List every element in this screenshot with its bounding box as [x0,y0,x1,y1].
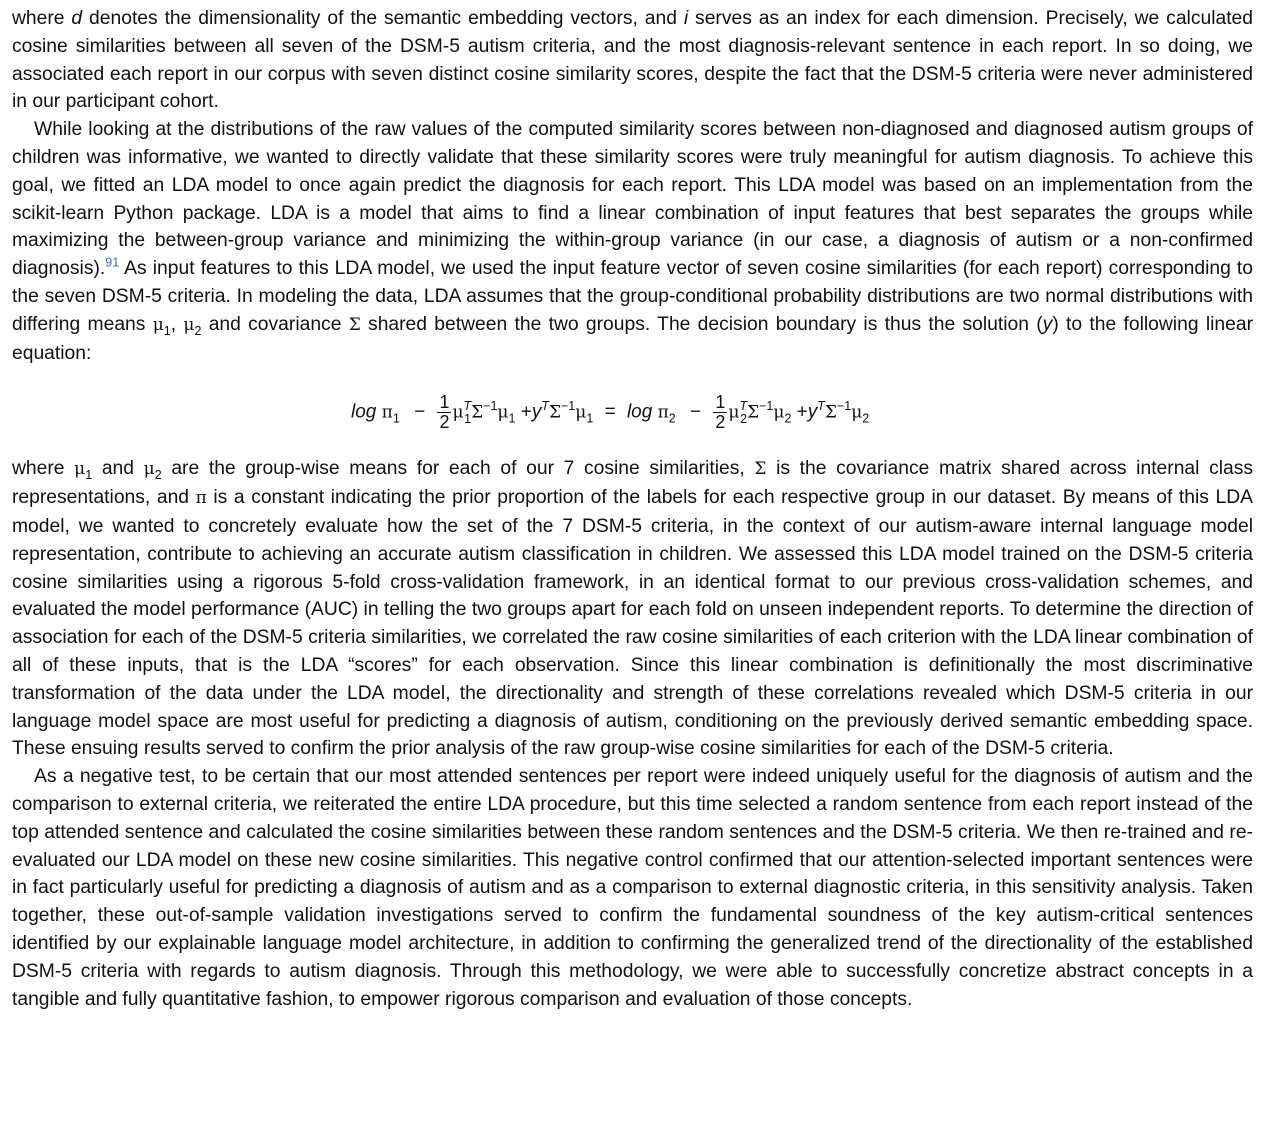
subscript: 2 [194,323,202,338]
text-run: where [12,8,72,29]
text-run: As input features to this LDA model, we used the input feature vector of seven cosine similarities (for each report) corresponding to the seven DSM-5 criteria. In modeling the data, LDA assumes that the group-conditional probability distributions are two normal distributions with differing means [12,258,1253,335]
subscript: 1 [163,323,171,338]
text-run: where [12,458,75,480]
eq-plus-right: + [796,401,808,423]
italic-symbol: i [683,8,689,29]
eq-log-left: log [351,401,377,423]
equation-line: $\log \pi_1$ − $\frac{1}{2}$ $\mu^T_1\Sigma^{-1}\mu_1 +y^T\Sigma^{-1}\mu_1 = \log \pi_2$ − $\frac{1}{2}$ $\mu^T_2\Sigma^{-1}\mu_2 +y^T\Sigma^{-1}\mu_2$ [351,392,870,433]
eq-minus-left: − [414,401,426,423]
math-symbol: μ [183,314,195,335]
text-run: and [92,458,144,480]
eq-mu2-a: μ [728,402,740,423]
italic-symbol: d [71,8,83,29]
math-symbol: μ [143,459,155,480]
eq-minus-right: − [690,401,702,423]
text-run: is a constant indicating the prior proportion of the labels for each respective group in our dataset. By means of this LDA model, we wanted to concretely evaluate how the set of the 7 DSM-5 criteria, in the context of our autism-aware internal language model representation, contribute to achieving an accurate autism classification in children. We assessed this LDA model trained on the DSM-5 criteria cosine similarities using a rigorous 5-fold cross-validation framework, in an identical format to our previous cross-validation schemes, and evaluated the model performance (AUC) in telling the two groups apart for each fold on unseen independent reports. To determine the direction of association for each of the DSM-5 criteria similarities, we correlated the raw cosine similarities of each criterion with the LDA linear combination of all of these inputs, that is the LDA “scores” for each observation. Since this linear combination is definitionally the most discriminative transformation of the data under the LDA model, the directionality and strength of these correlations revealed which DSM-5 criteria in our language model space are most useful for predicting a diagnosis of autism, conditioning on the previously derived semantic embedding space. These ensuing results served to confirm the prior analysis of the raw group-wise cosine similarities for each of the DSM-5 criteria. [12,487,1253,760]
eq-pi-left: π [381,402,393,423]
eq-mu2-c: μ [851,402,863,423]
eq-pi-right: π [657,402,669,423]
eq-pi-left-sub: 1 [392,411,400,426]
paragraph-4 [12,763,1253,1013]
text-run: While looking at the distributions of the raw values of the computed similarity scores between non-diagnosed and diagnosed autism groups of children was informative, we wanted to directly validate that these similarity scores were truly meaningful for autism diagnosis. To achieve this goal, we fitted an LDA model to once again predict the diagnosis for each report. This LDA model was based on an implementation from the scikit-learn Python package. LDA is a model that aims to find a linear combination of input features that best separates the groups while maximizing the between-group variance and minimizing the within-group variance (in our case, a diagnosis of autism or a non-confirmed diagnosis). [12,119,1253,280]
text-run: shared between the two groups. The decision boundary is thus the solution ( [360,313,1043,335]
text-run: As a negative test, to be certain that our most attended sentences per report were indeed uniquely useful for the diagnosis of autism and the comparison to external criteria, we reiterated the entire LDA procedure, but this time selected a random sentence from each report instead of the top attended sentence and calculated the cosine similarities between these random sentences and the DSM-5 criteria. We then re-trained and re-evaluated our LDA model on these new cosine similarities. This negative control confirmed that our attention-selected important sentences were in fact particularly useful for predicting a diagnosis of autism and as a comparison to external diagnostic criteria, in this sensitivity analysis. Taken together, these out-of-sample validation investigations served to confirm the fundamental soundness of the key autism-critical sentences identified by our explainable language model architecture, in addition to confirming the generalized trend of the directionality of the established DSM-5 criteria with regards to autism diagnosis. Through this methodology, we were able to successfully concretize abstract concepts in a tangible and fully quantitative fashion, to empower rigorous comparison and evaluation of those concepts. [12,766,1253,1010]
eq-half-right: $\frac{1}{2}$ [715,392,726,433]
italic-symbol: y [1042,313,1053,335]
eq-log-right: log [626,401,653,423]
math-symbol: Σ [754,459,767,480]
citation-reference-link[interactable]: 91 [105,255,120,270]
eq-mu1-c: μ [575,402,587,423]
eq-y-right: y [807,401,818,423]
text-run: and covariance [201,313,349,335]
subscript: 1 [85,468,93,483]
eq-half-left: $\frac{1}{2}$ [439,392,450,433]
text-run: denotes the dimensionality of the semantic embedding vectors, and [82,8,684,29]
eq-y-left: y [531,401,542,423]
subscript: 2 [154,468,162,483]
text-run: , [170,313,184,335]
math-symbol: Σ [348,314,361,335]
math-symbol: μ [152,314,164,335]
eq-mu2-b: μ [773,402,785,423]
math-symbol: μ [74,459,86,480]
eq-equals: = [604,401,616,423]
paragraph-3 [12,455,1253,763]
text-run: are the group-wise means for each of our 7 cosine similarities, [161,458,755,480]
text-run: ) to the following linear equation: [12,313,1253,364]
paragraph-1 [12,5,1253,116]
eq-plus-left: + [520,401,532,423]
eq-mu1-b: μ [497,402,509,423]
lda-decision-boundary-equation [12,369,1253,455]
eq-mu1-a: μ [452,402,464,423]
text-run: serves as an index for each dimension. Precisely, we calculated cosine similarities between all seven of the DSM-5 autism criteria, and the most diagnosis-relevant sentence in each report. In so doing, we associated each report in our corpus with seven distinct cosine similarity scores, despite the fact that the DSM-5 criteria were never administered in our participant cohort. [12,8,1254,113]
text-run: is the covariance matrix shared across internal class representations, and [12,458,1254,509]
math-symbol: π [195,488,207,509]
paragraph-2 [12,116,1253,367]
